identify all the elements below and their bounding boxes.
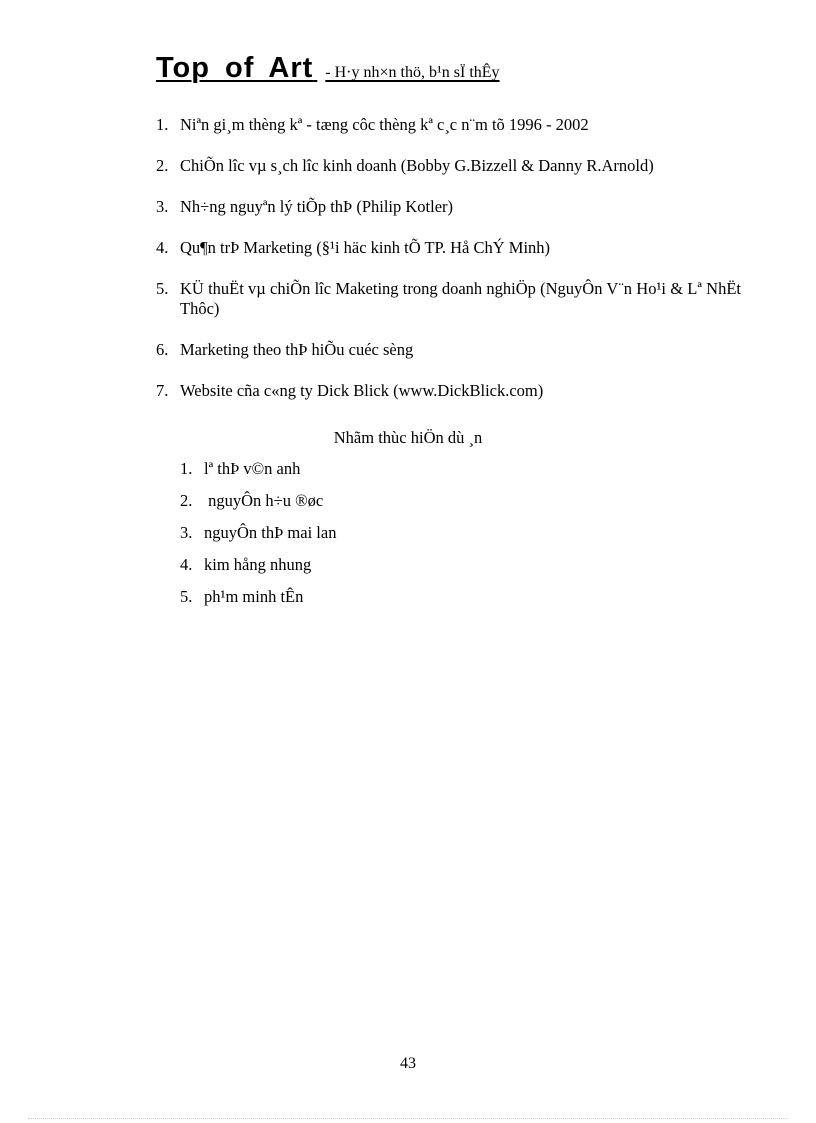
page-title <box>156 52 500 85</box>
member-number: 5. <box>180 587 193 606</box>
member-list <box>180 459 336 619</box>
member-name: kim hång nhung <box>204 555 312 574</box>
reference-text: Qu¶n trÞ Marketing (§¹i häc kinh tÕ TP. Hå ChÝ Minh) <box>180 238 551 257</box>
member-name: nguyÔn h÷u ®øc <box>204 491 324 510</box>
member-number: 4. <box>180 555 193 574</box>
reference-number: 3. <box>156 197 169 216</box>
reference-text: Nh÷ng nguyªn lý tiÕp thÞ (Philip Kotler) <box>180 197 454 216</box>
member-item <box>180 555 336 575</box>
reference-text: Niªn gi¸m thèng kª - tæng côc thèng kª c¸c n¨m tõ 1996 - 2002 <box>180 115 589 134</box>
reference-item <box>156 156 741 176</box>
reference-text: Marketing theo thÞ hiÕu cuéc sèng <box>180 340 414 359</box>
member-name: ph¹m minh tÊn <box>204 587 304 606</box>
reference-text: KÜ thuËt vµ chiÕn lîc Maketing trong doanh nghiÖp (NguyÔn V¨n Ho¹i & Lª NhËt Thôc) <box>180 279 741 318</box>
reference-item <box>156 340 741 360</box>
member-item <box>180 523 336 543</box>
reference-item <box>156 381 741 401</box>
reference-item <box>156 279 741 319</box>
reference-number: 1. <box>156 115 169 134</box>
member-name: lª thÞ v©n anh <box>204 459 301 478</box>
member-item <box>180 491 336 511</box>
reference-text: Website cña c«ng ty Dick Blick (www.DickBlick.com) <box>180 381 544 400</box>
reference-item <box>156 115 741 135</box>
member-number: 1. <box>180 459 193 478</box>
reference-number: 6. <box>156 340 169 359</box>
reference-number: 5. <box>156 279 169 298</box>
group-heading: Nhãm thùc hiÖn dù ¸n <box>333 428 483 447</box>
reference-item <box>156 197 741 217</box>
reference-list <box>156 115 741 401</box>
page-bottom-divider <box>28 1118 788 1119</box>
member-item <box>180 459 336 479</box>
title-subtitle: - H·y nh×n thö, b¹n sÏ thÊy <box>325 64 500 81</box>
member-number: 2. <box>180 491 193 510</box>
reference-number: 7. <box>156 381 169 400</box>
member-number: 3. <box>180 523 193 542</box>
reference-number: 4. <box>156 238 169 257</box>
reference-item <box>156 238 741 258</box>
title-main: Top of Art <box>156 52 314 84</box>
reference-number: 2. <box>156 156 169 175</box>
member-item <box>180 587 336 607</box>
page-number: 43 <box>400 1055 416 1072</box>
member-name: nguyÔn thÞ mai lan <box>204 523 337 542</box>
reference-text: ChiÕn lîc vµ s¸ch lîc kinh doanh (Bobby G.Bizzell & Danny R.Arnold) <box>180 156 654 175</box>
